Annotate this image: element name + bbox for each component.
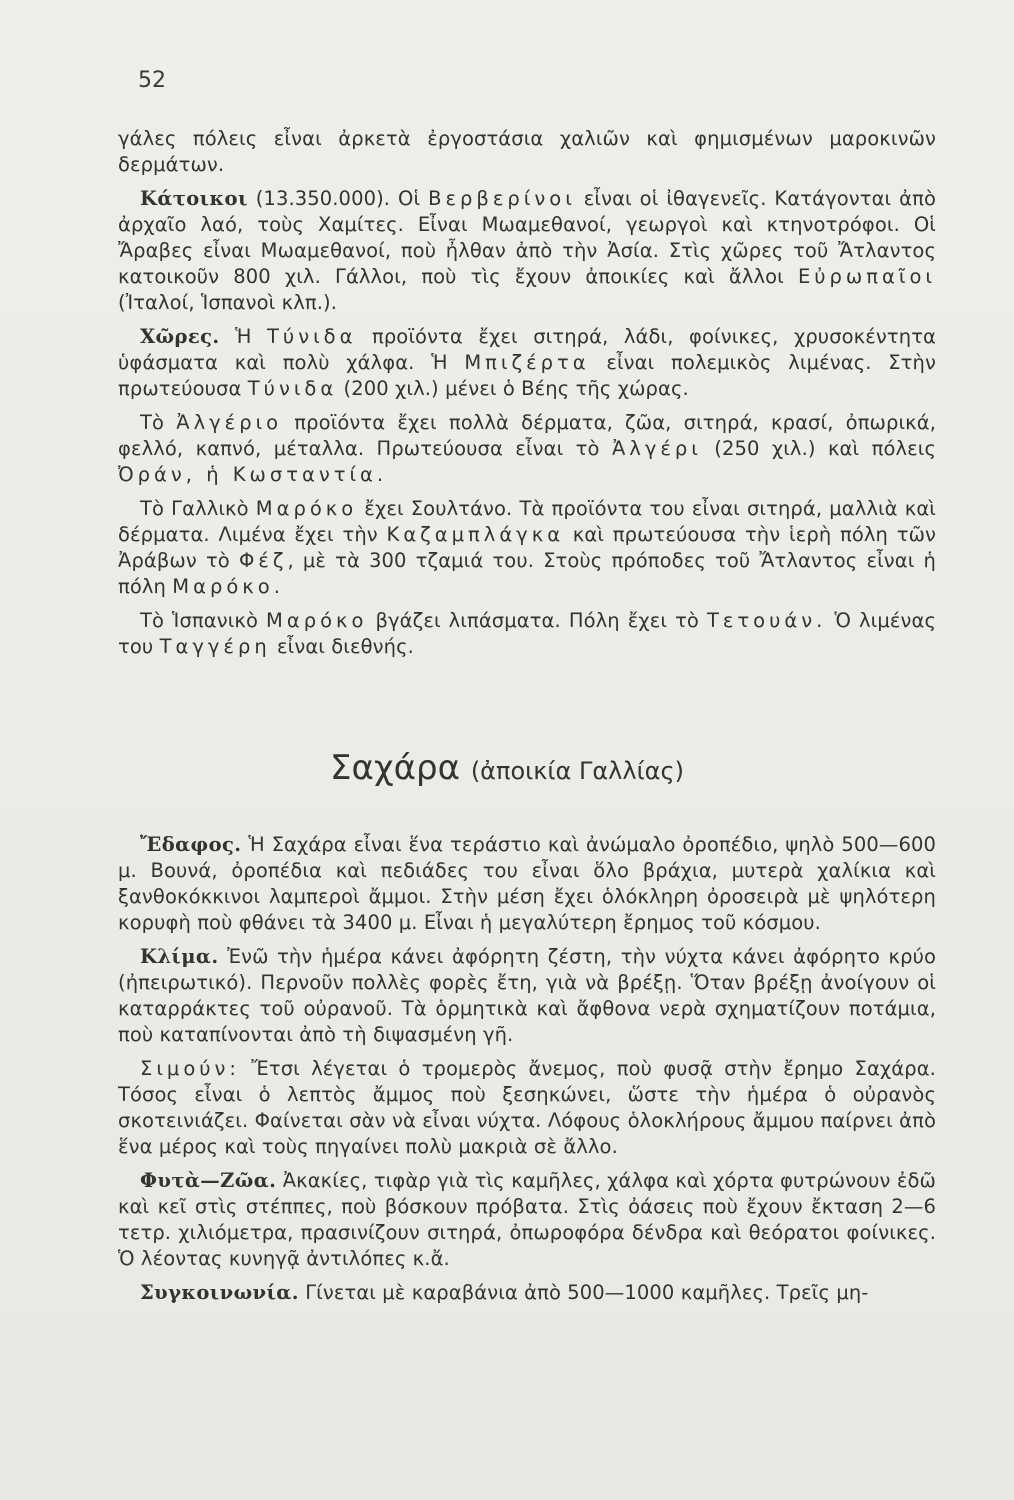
text-run: . [273, 575, 281, 598]
place-name: Μαρόκο [172, 575, 274, 598]
text-run: , μὲ τὰ 300 τζαμιά του. Στοὺς πρόποδες τοῦ Ἄτλαντος εἶναι ἡ πόλη [118, 549, 936, 598]
text-run: (200 χιλ.) μένει ὁ Βέης τῆς χώρας. [337, 377, 689, 400]
text-run: Ἐνῶ τὴν ἡμέρα κάνει ἀφόρητη ζέστη, τὴν νύχτα κάνει ἀφόρητο κρύο (ἠπειρωτικό). Περνοῦν πολλὲς φορὲς ἔτη, γιὰ νὰ βρέξῃ. Ὅταν βρέξῃ ἀνοίγουν οἱ καταρράκτες τοῦ οὐρανοῦ. Τὰ ὁρμητικὰ καὶ ἄφθονα νερὰ σχηματίζουν ποτάμια, ποὺ καταπίνονται ἀπὸ τὴ διψασμένη γῆ. [118, 945, 936, 1046]
place-name: Μπιζέρτα [464, 351, 590, 374]
text-block-top [118, 126, 936, 668]
text-run: (13.350.000). Οἱ [247, 187, 429, 210]
text-run: Γίνεται μὲ καραβάνια ἀπὸ 500—1000 καμῆλες. Τρεῖς μη- [298, 1281, 869, 1304]
place-name: Ὀράν, ἡ Κωσταντία. [118, 463, 388, 486]
place-name: Τετουάν. [706, 609, 827, 632]
lead-simoun: Σιμούν: [140, 1057, 241, 1080]
paragraph-simoun [118, 1056, 936, 1160]
text-run: (Ἰταλοί, Ἱσπανοὶ κλπ.). [118, 291, 338, 314]
text-run: προϊόντα ἔχει σιτηρά, λάδι, φοίνικες, χρυσοκέντητα ὑφάσματα καὶ πολὺ χάλφα. Ἡ [118, 325, 936, 374]
text-run: Ἡ Σαχάρα εἶναι ἕνα τεράστιο καὶ ἀνώμαλο ὀροπέδιο, ψηλὸ 500—600 μ. Βουνά, ὀροπέδια καὶ πεδιάδες του εἶναι ὅλο βράχια, μυτερὰ χαλίκια καὶ ξανθοκόκκινοι λαμπεροὶ ἄμμοι. Στὴν μέση ἔχει ὁλόκληρη ὀροσειρὰ μὲ ψηλότερη κορυφὴ ποὺ φθάνει τὰ 3400 μ. Εἶναι ἡ μεγαλύτερη ἔρημος τοῦ κόσμου. [118, 833, 936, 934]
paragraph-algerio [118, 410, 936, 488]
section-heading [0, 748, 1014, 788]
place-name: Καζαμπλάγκα [386, 523, 565, 546]
paragraph-fyta [118, 1168, 936, 1272]
paragraph-chores [118, 324, 936, 402]
place-name: Μαρόκο [266, 609, 368, 632]
text-run: προϊόντα ἔχει πολλὰ δέρματα, ζῶα, σιτηρά, κρασί, ὀπωρικά, φελλό, καπνό, μέταλλα. Πρωτεύουσα εἶναι τὸ [118, 411, 936, 460]
text-run: Τὸ Γαλλικὸ [140, 497, 256, 520]
lead-fyta: Φυτὰ—Ζῶα. [140, 1169, 277, 1192]
paragraph-intro: γάλες πόλεις εἶναι ἀρκετὰ ἐργοστάσια χαλιῶν καὶ φημισμένων μαροκινῶν δερμάτων. [118, 127, 936, 176]
paragraph-katoikoi [118, 186, 936, 316]
lead-klima: Κλίμα. [140, 945, 219, 968]
place-name: Μαρόκο [255, 497, 358, 520]
heading-subtitle: (ἀποικία Γαλλίας) [470, 757, 684, 785]
text-run: Ἀκακίες, τιφὰρ γιὰ τὶς καμῆλες, χάλφα καὶ χόρτα φυτρώνουν ἐδῶ καὶ κεῖ στὶς στέππες, ποὺ βόσκουν πρόβατα. Στὶς ὀάσεις ποὺ ἔχουν ἔκταση 2—6 τετρ. χιλιόμετρα, πρασινίζουν σιτηρά, ὀπωροφόρα δένδρα καὶ θεόρατοι φοίνικες. Ὁ λέοντας κυνηγᾷ ἀντιλόπες κ.ἄ. [118, 1169, 936, 1270]
place-name: Τύνιδα [267, 325, 357, 348]
lead-chores: Χῶρες. [140, 325, 220, 348]
text-run: εἶναι οἱ ἰθαγενεῖς. Κατάγονται ἀπὸ ἀρχαῖο λαό, τοὺς Χαμίτες. Εἶναι Μωαμεθανοί, γεωργοὶ καὶ κτηνοτρόφοι. Οἱ Ἄραβες εἶναι Μωαμεθανοί, ποὺ ἦλθαν ἀπὸ τὴν Ἀσία. Στὶς χῶρες τοῦ Ἄτλαντος κατοικοῦν 800 χιλ. Γάλλοι, ποὺ τὶς ἔχουν ἀποικίες καὶ ἄλλοι [118, 187, 936, 288]
page-number: 52 [138, 68, 166, 93]
place-name: Ἀλγέρι [611, 437, 702, 460]
place-name: Ἀλγέριο [176, 411, 283, 434]
place-name: Βερβερίνοι [428, 187, 576, 210]
text-run: εἶναι διεθνής. [270, 635, 414, 658]
paragraph-ispaniko [118, 608, 936, 660]
place-name: Φέζ [238, 549, 288, 572]
text-run: εἶναι πολεμικὸς λιμένας. Στὴν πρωτεύουσα [118, 351, 936, 400]
lead-sygkoinonia: Συγκοινωνία. [140, 1281, 299, 1304]
lead-katoikoi: Κάτοικοι [140, 187, 248, 210]
text-block-sahara [118, 832, 936, 1314]
paragraph-edafos [118, 832, 936, 936]
text-run: ἔχει Σουλτάνο. Τὰ προϊόντα του εἶναι σιτηρά, μαλλιὰ καὶ δέρματα. Λιμένα ἔχει τὴν [118, 497, 936, 546]
place-name: Τύνιδα [247, 377, 338, 400]
text-run: Ἡ [219, 325, 267, 348]
place-name: Ταγγέρη [159, 635, 271, 658]
text-run: Τὸ [140, 411, 177, 434]
text-run: βγάζει λιπάσματα. Πόλη ἔχει τὸ [367, 609, 707, 632]
paragraph-maroko [118, 496, 936, 600]
text-run: Τὸ Ἱσπανικὸ [140, 609, 267, 632]
text-run: καὶ πρωτεύουσα τὴν ἱερὴ πόλη τῶν Ἀράβων τὸ [118, 523, 936, 572]
text-run: (250 χιλ.) καὶ πόλεις [701, 437, 936, 460]
text-run: Ὁ λιμένας του [118, 609, 936, 658]
text-run: Ἔτσι λέγεται ὁ τρομερὸς ἄνεμος, ποὺ φυσᾷ στὴν ἔρημο Σαχάρα. Τόσος εἶναι ὁ λεπτὸς ἄμμος ποὺ ξεσηκώνει, ὥστε τὴν ἡμέρα ὁ οὐρανὸς σκοτεινιάζει. Φαίνεται σὰν νὰ εἶναι νύχτα. Λόφους ὁλοκλήρους ἄμμου παίρνει ἀπὸ ἕνα μέρος καὶ τοὺς πηγαίνει πολὺ μακριὰ σὲ ἄλλο. [118, 1057, 936, 1158]
paragraph-klima [118, 944, 936, 1048]
place-name: Εὐρωπαῖοι [797, 265, 936, 288]
heading-title: Σαχάρα [330, 748, 460, 788]
lead-edafos: Ἔδαφος. [140, 833, 242, 856]
paragraph-sygkoinonia [118, 1280, 936, 1306]
